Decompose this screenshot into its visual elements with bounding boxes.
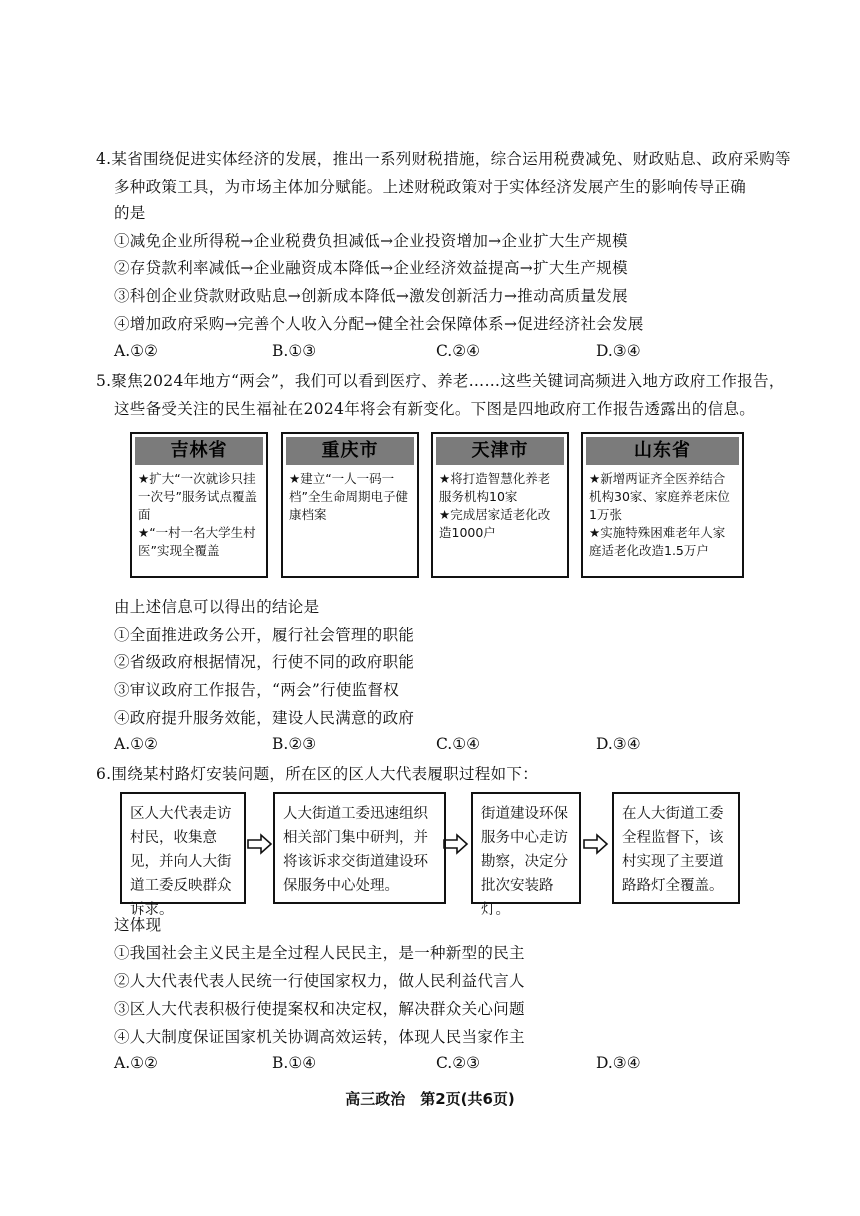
q4-stem-line-2: 多种政策工具，为市场主体加分赋能。上述财税政策对于实体经济发展产生的影响传导正确 xyxy=(114,178,747,196)
q6-stem: 6.围绕某村路灯安装问题，所在区的区人大代表履职过程如下： xyxy=(96,765,538,783)
flow-step-2: 人大街道工委迅速组织相关部门集中研判，并将该诉求交街道建设环保服务中心处理。 xyxy=(273,792,446,904)
card-title: 山东省 xyxy=(586,437,739,465)
q6-choice-b[interactable]: B.①④ xyxy=(272,1054,317,1072)
flow-step-4: 在人大街道工委全程监督下，该村实现了主要道路路灯全覆盖。 xyxy=(612,792,740,904)
q4-choice-b[interactable]: B.①③ xyxy=(272,342,317,360)
q4-statement-1: ①减免企业所得税→企业税费负担减低→企业投资增加→企业扩大生产规模 xyxy=(114,232,628,250)
q6-statement-2: ②人大代表代表人民统一行使国家权力，做人民利益代言人 xyxy=(114,972,525,990)
flow-step-1: 区人大代表走访村民，收集意见，并向人大街道工委反映群众诉求。 xyxy=(120,792,246,904)
q6-statement-4: ④人大制度保证国家机关协调高效运转，体现人民当家作主 xyxy=(114,1028,525,1046)
q5-stem-line-2: 这些备受关注的民生福祉在2024年将会有新变化。下图是四地政府工作报告透露出的信息。 xyxy=(114,400,756,418)
card-body: ★扩大“一次就诊只挂一次号”服务试点覆盖面 ★“一村一名大学生村医”实现全覆盖 xyxy=(138,471,257,558)
q4-choice-d[interactable]: D.③④ xyxy=(596,342,641,360)
q4-choice-a[interactable]: A.①② xyxy=(114,342,158,360)
q4-statement-3: ③科创企业贷款财政贴息→创新成本降低→激发创新活力→推动高质量发展 xyxy=(114,287,628,305)
q5-stem-line-1: 5.聚焦2024年地方“两会”，我们可以看到医疗、养老……这些关键词高频进入地方政府工作报告， xyxy=(96,372,785,390)
q5-statement-1: ①全面推进政务公开，履行社会管理的职能 xyxy=(114,626,415,644)
q4-statement-4: ④增加政府采购→完善个人收入分配→健全社会保障体系→促进经济社会发展 xyxy=(114,315,644,333)
q4-choice-c[interactable]: C.②④ xyxy=(436,342,481,360)
province-card-jilin xyxy=(130,432,268,578)
q5-lead: 由上述信息可以得出的结论是 xyxy=(114,598,320,616)
q6-choice-d[interactable]: D.③④ xyxy=(596,1054,641,1072)
q5-statement-4: ④政府提升服务效能，建设人民满意的政府 xyxy=(114,709,415,727)
arrow-right-icon xyxy=(247,832,273,856)
q5-choice-a[interactable]: A.①② xyxy=(114,735,158,753)
card-title: 重庆市 xyxy=(286,437,414,465)
province-card-chongqing xyxy=(281,432,419,578)
q5-choice-b[interactable]: B.②③ xyxy=(272,735,317,753)
q4-stem-line-3: 的是 xyxy=(114,204,146,222)
q5-choice-d[interactable]: D.③④ xyxy=(596,735,641,753)
q4-statement-2: ②存贷款利率减低→企业融资成本降低→企业经济效益提高→扩大生产规模 xyxy=(114,259,628,277)
q6-lead: 这体现 xyxy=(114,916,162,934)
province-card-tianjin xyxy=(431,432,569,578)
q6-statement-3: ③区人大代表积极行使提案权和决定权，解决群众关心问题 xyxy=(114,1000,525,1018)
card-body: ★新增两证齐全医养结合机构30家、家庭养老床位1万张 ★实施特殊困难老年人家庭适老化改造1.5万户 xyxy=(589,471,730,558)
q4-stem-line-1: 4.某省围绕促进实体经济的发展，推出一系列财税措施，综合运用税费减免、财政贴息、政府采购等 xyxy=(96,150,791,168)
q5-choice-c[interactable]: C.①④ xyxy=(436,735,481,753)
arrow-right-icon xyxy=(443,832,469,856)
q5-statement-3: ③审议政府工作报告，“两会”行使监督权 xyxy=(114,681,400,699)
q5-statement-2: ②省级政府根据情况，行使不同的政府职能 xyxy=(114,653,415,671)
flow-step-3: 街道建设环保服务中心走访勘察，决定分批次安装路灯。 xyxy=(471,792,581,904)
q6-choice-a[interactable]: A.①② xyxy=(114,1054,158,1072)
card-title: 天津市 xyxy=(436,437,564,465)
arrow-right-icon xyxy=(583,832,609,856)
q6-choice-c[interactable]: C.②③ xyxy=(436,1054,481,1072)
card-title: 吉林省 xyxy=(135,437,263,465)
province-card-shandong xyxy=(581,432,744,578)
page-footer: 高三政治 第2页(共6页) xyxy=(345,1090,515,1108)
q6-statement-1: ①我国社会主义民主是全过程人民民主，是一种新型的民主 xyxy=(114,944,525,962)
card-body: ★将打造智慧化养老服务机构10家 ★完成居家适老化改造1000户 xyxy=(439,471,551,540)
card-body: ★建立“一人一码一档”全生命周期电子健康档案 xyxy=(289,471,408,522)
